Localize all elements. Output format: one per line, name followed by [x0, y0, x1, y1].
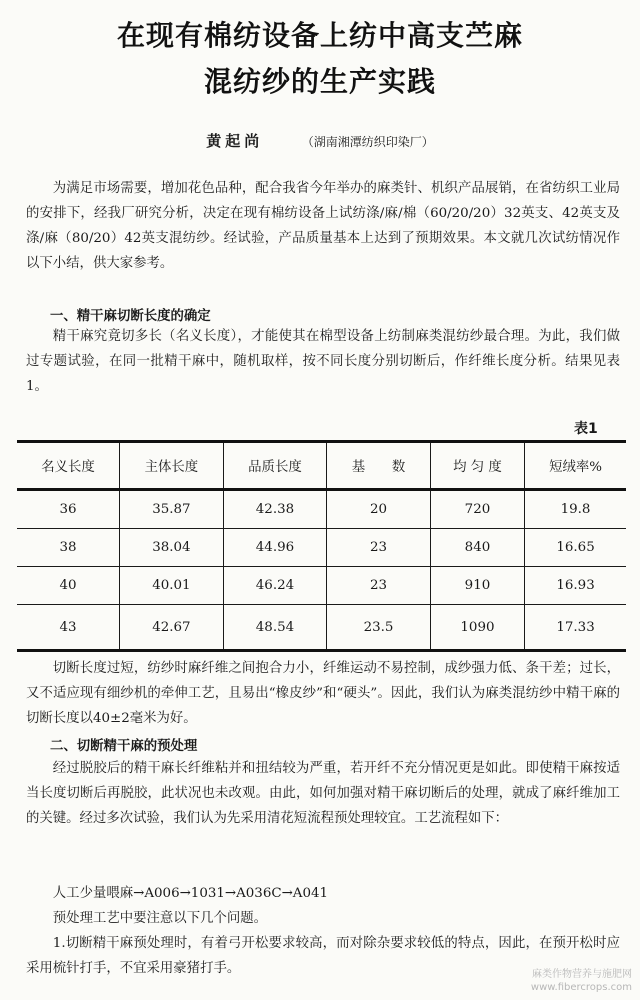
table-cell: 16.65 — [525, 529, 626, 567]
table-cell: 23 — [327, 567, 431, 605]
table-cell: 17.33 — [525, 605, 626, 651]
table-cell: 16.93 — [525, 567, 626, 605]
table-cell: 38 — [17, 529, 120, 567]
byline — [0, 130, 640, 151]
title-line-2: 混纺纱的生产实践 — [203, 65, 436, 98]
author-affiliation: （湖南湘潭纺织印染厂） — [301, 135, 434, 149]
fiber-length-table — [17, 440, 626, 652]
site-watermark — [531, 968, 632, 994]
table-row — [17, 567, 626, 605]
process-item-1: 1.切断精干麻预处理时，有着弓开松要求较高，而对除杂要求较低的特点，因此，在预开松时应采用梳针打手，不宜采用豪猪打手。 — [26, 936, 620, 976]
table-cell: 48.54 — [223, 605, 327, 651]
section-2-paragraph: 经过脱胶后的精干麻长纤维粘并和扭结较为严重，若开纤不充分情况更是如此。即使精干麻按适当长度切断后再脱胶，此状况也未改观。由此，如何加强对精干麻切断后的处理，就成了麻纤维加工的关键。经过多次试验，我们认为先采用清花短流程预处理较宜。工艺流程如下： — [26, 761, 620, 826]
table-cell: 35.87 — [120, 490, 224, 529]
table-cell: 40 — [17, 567, 120, 605]
header-quality-length: 品质长度 — [223, 442, 327, 490]
table-cell: 36 — [17, 490, 120, 529]
table-cell: 43 — [17, 605, 120, 651]
section-1-heading: 一、精干麻切断长度的确定 — [50, 309, 211, 324]
table-cell: 23 — [327, 529, 431, 567]
watermark-line-1: 麻类作物营养与施肥网 — [532, 969, 632, 980]
table-cell: 20 — [327, 490, 431, 529]
author-name: 黄起尚 — [206, 132, 264, 150]
table-cell: 42.38 — [223, 490, 327, 529]
table-row — [17, 605, 626, 651]
table-header-row — [17, 442, 626, 490]
header-main-length: 主体长度 — [120, 442, 224, 490]
table-label: 表1 — [574, 421, 598, 437]
table-cell: 42.67 — [120, 605, 224, 651]
table-cell: 46.24 — [223, 567, 327, 605]
section-1-paragraph: 精干麻究竟切多长（名义长度），才能使其在棉型设备上纺制麻类混纺纱最合理。为此，我们做过专题试验，在同一批精干麻中，随机取样，按不同长度分别切断后，作纤维长度分析。结果见表1。 — [26, 329, 620, 394]
intro-paragraph: 为满足市场需要，增加花色品种，配合我省今年举办的麻类针、机织产品展销，在省纺织工业局的安排下，经我厂研究分析，决定在现有棉纺设备上试纺涤/麻/棉（60/20/20）32英支、42英支及涤/麻（80/20）42英支混纺纱。经试验，产品质量基本上达到了预期效果。本文就几次试纺情况作以下小结，供大家参考。 — [26, 181, 620, 271]
header-base-count: 基 数 — [327, 442, 431, 490]
table-cell: 910 — [430, 567, 524, 605]
table-cell: 19.8 — [525, 490, 626, 529]
watermark-line-2: www.fibercrops.com — [530, 982, 632, 993]
title-line-1: 在现有棉纺设备上纺中高支苎麻 — [116, 19, 523, 52]
table-cell: 23.5 — [327, 605, 431, 651]
table-cell: 38.04 — [120, 529, 224, 567]
table-cell: 1090 — [430, 605, 524, 651]
process-note: 预处理工艺中要注意以下几个问题。 — [52, 911, 268, 926]
table-row — [17, 529, 626, 567]
table-row — [17, 490, 626, 529]
header-nominal-length: 名义长度 — [17, 442, 120, 490]
header-short-fiber-rate: 短绒率% — [525, 442, 626, 490]
section-2-heading: 二、切断精干麻的预处理 — [50, 739, 198, 754]
table-cell: 44.96 — [223, 529, 327, 567]
process-flow: 人工少量喂麻→A006→1031→A036C→A041 — [52, 886, 329, 901]
table-cell: 720 — [430, 490, 524, 529]
table-cell: 40.01 — [120, 567, 224, 605]
after-table-paragraph: 切断长度过短，纺纱时麻纤维之间抱合力小，纤维运动不易控制，成纱强力低、条干差；过长，又不适应现有细纱机的牵伸工艺，且易出“橡皮纱”和“硬头”。因此，我们认为麻类混纺纱中精干麻的切断长度以40±2毫米为好。 — [26, 661, 620, 726]
header-uniformity: 均 匀 度 — [430, 442, 524, 490]
table-cell: 840 — [430, 529, 524, 567]
